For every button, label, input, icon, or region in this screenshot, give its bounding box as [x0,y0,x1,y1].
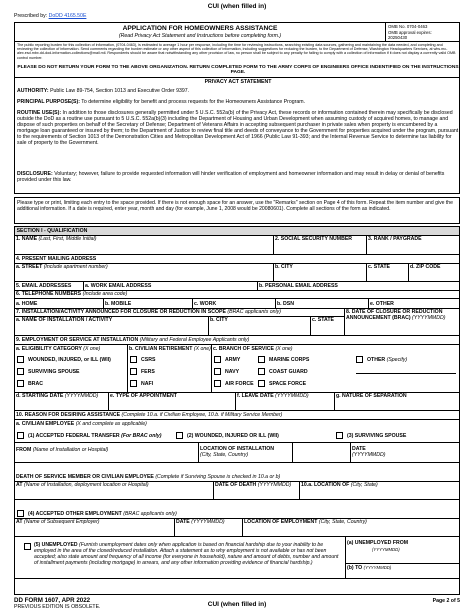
transfer-location-input[interactable] [294,445,349,460]
name-label [16,236,96,242]
closure-date-label [346,309,458,321]
disclosure-label: DISCLOSURE: [17,171,53,177]
eligibility-brac-checkbox[interactable] [17,380,24,387]
instructions-text: Please type or print, limiting each entry to the space provided. If there is not enough space for an answer, use the "Remarks" section on Page 4 of this form. Repeat the item number and give the additional information. If a date is required, enter year, month and day (for example, June 1, 2008 would be 20080601). Complete all sections of the form as indicated. [17,200,453,213]
installation-label [16,309,281,315]
leave-date-text: f. LEAVE DATE [237,393,274,399]
prescribed-label: Prescribed by: [14,13,48,19]
eligibility-wii-checkbox[interactable] [17,356,24,363]
street-hint: (Include apartment number) [43,264,108,270]
form-title: APPLICATION FOR HOMEOWNERS ASSISTANCE [122,25,278,32]
employment-label [16,337,249,343]
transfer-date-hint: (YYYYMMDD) [352,452,386,458]
installation-state-input[interactable] [312,324,343,333]
employment-date-input[interactable] [176,526,240,535]
form-id: DD FORM 1607, APR 2022 [14,597,91,604]
purpose-label: PRINCIPAL PURPOSE(S): [17,99,80,105]
street-input[interactable] [16,271,271,280]
divider [292,442,293,462]
unemployed-paragraph [34,542,342,566]
authority-para [17,88,459,94]
other-phone-input[interactable] [392,300,458,307]
divider [83,281,84,290]
divider [385,23,386,42]
navy-label: NAVY [225,369,240,375]
employer-at-text: AT [16,519,23,525]
installation-name-label: a. NAME OF INSTALLATION / ACTIVITY [16,317,113,323]
city-input[interactable] [275,271,365,280]
death-at-label [16,482,149,488]
nafi-label: NAFI [141,381,154,387]
section-1-heading: SECTION I - QUALIFICATION [15,227,460,235]
other-branch-hint: (Specify) [386,357,408,363]
other-branch-text: OTHER [367,357,386,363]
street-label [16,264,108,270]
divider [366,263,367,281]
marine-corps-label: MARINE CORPS [269,357,310,363]
retirement-label-text: b. CIVILIAN RETIREMENT [129,346,193,352]
civilian-employee-label [16,421,147,427]
employment-date-hint: (YYYYMMDD) [191,519,225,525]
work-phone-input[interactable] [215,300,273,307]
employment-location-label [244,519,367,525]
home-phone-label: a. HOME [16,301,38,307]
cui-marking-bottom: CUI (when filled in) [207,601,267,608]
closure-date-label-text: 8. DATE OF CLOSURE OR REDUCTION ANNOUNCEMENT (BRAC) [346,309,443,321]
federal-transfer-hint: (For BRAC only) [121,433,162,439]
eligibility-hint: (X one) [83,346,101,352]
divider [366,235,367,254]
burden-statement: The public reporting burden for this collection of information, (0704-0463), is estimated to average 1 hour per response, including the time for reviewing instructions, searching existing data sources, gathering and maintaining the data needed, and completing and reviewing the collection of information. Send comments regarding the burden estimate or any other aspect of this collection of information, including suggestions for reducing the burden, to the Department of Defense, Washington Headquarters Services, at whs.mc-alex.esd.mbx.dd-dod-information-collections@mail.mil. Respondents should be aware that notwithstanding any other provision of law, no person shall be subject to any penalty for failing to comply with a collection of information if it does not display a currently valid OMB control number. [17,43,456,60]
air-force-label: AIR FORCE [225,381,254,387]
divider [174,518,175,536]
rank-label: 3. RANK / PAYGRADE [368,236,422,242]
form-subtitle: (Read Privacy Act Statement and Instructions before completing form.) [118,33,282,39]
email-label: 5. EMAIL ADDRESSES [16,283,72,289]
eligibility-spouse-label: SURVIVING SPOUSE [28,369,80,375]
divider [408,263,409,281]
leave-date-label [237,393,309,399]
unemployed-text: (Furnish unemployment dates only when application is based on financial hardship due to your inability to be employed in the area of the closed/reduced installation. Attach a statement as to why employment is not available or has not been accepted; also state amount and frequency of all income (for everyone in household), nature and amount of debts, number and amount of installment payments (including mortgage) in arrears, and any other information providing evidence of financial hardship.) [34,542,339,567]
employment-location-text: LOCATION OF EMPLOYMENT [244,519,318,525]
rule [14,298,460,299]
unemployed-from-label: (a) UNEMPLOYED FROM [347,540,409,546]
privacy-heading: PRIVACY ACT STATEMENT [204,79,272,85]
other-employment-checkbox[interactable] [17,510,24,517]
name-label-text: 1. NAME [16,236,38,242]
navy-checkbox[interactable] [214,368,221,375]
death-at-text: AT [16,482,23,488]
leave-date-input[interactable] [237,400,332,409]
employment-hint: (Military and Federal Employee Applicants only) [139,337,250,343]
date-of-death-text: DATE OF DEATH [215,482,257,488]
rule [14,499,460,500]
death-location-label [301,482,378,488]
name-input[interactable] [16,243,271,252]
rule [345,563,460,564]
wii-checkbox[interactable] [176,432,183,439]
employment-location-hint: (City, State, Country) [318,519,367,525]
zip-input[interactable] [410,271,458,280]
closure-date-hint: (YYYYMMDD) [412,315,446,321]
omb-expires-value: 20250430 [388,35,408,40]
ssn-input[interactable] [275,243,365,252]
name-hint: (Last, First, Middle Initial) [38,236,97,242]
divider [257,281,258,290]
space-force-checkbox[interactable] [258,380,265,387]
employer-input[interactable] [16,526,172,535]
rule [14,419,460,420]
unemployed-from-hint: (YYYYMMDD) [372,547,400,552]
divider [345,536,346,578]
csrs-checkbox[interactable] [130,356,137,363]
purpose-para [17,99,459,105]
routine-use-para [17,110,459,146]
starting-date-label [16,393,98,399]
retirement-hint: (X one) [193,346,211,352]
federal-transfer-text: (1) ACCEPTED FEDERAL TRANSFER [28,433,120,439]
telephone-label-text: 6. TELEPHONE NUMBERS [16,291,82,297]
page-number: Page 2 of 5 [432,598,460,604]
transfer-location-hint: (City, State, Country) [200,452,249,458]
rule [14,462,460,463]
divider [368,298,369,308]
disclosure-text: Voluntary; however, failure to provide requested information will hinder verification of employment and homeowner information and may result in delay or denial of benefits provided under this law. [17,171,445,183]
other-employment-hint: (BRAC applicants only) [123,511,177,517]
state-input[interactable] [368,271,406,280]
cui-marking-top: CUI (when filled in) [207,3,267,10]
unemployed-from-input[interactable] [347,553,458,561]
divider [127,344,128,392]
civilian-employee-hint: (X and complete as applicable) [75,421,147,427]
disclosure-para [17,171,459,183]
retirement-label [129,346,211,352]
telephone-hint: (Include area code) [82,291,128,297]
appointment-type-input[interactable] [110,400,233,409]
surviving-spouse-checkbox[interactable] [336,432,343,439]
federal-transfer-label [28,433,161,439]
transfer-date-label [352,446,452,458]
other-branch-line [356,373,456,374]
marine-corps-checkbox[interactable] [258,356,265,363]
telephone-label [16,291,127,297]
other-employment-label [28,511,177,517]
employment-date-text: DATE [176,519,190,525]
divider [275,298,276,308]
starting-date-input[interactable] [16,400,106,409]
leave-date-hint: (YYYYMMDD) [275,393,309,399]
divider [211,344,212,392]
rule [14,254,460,255]
personal-email-label: b. PERSONAL EMAIL ADDRESS [259,283,338,289]
separation-input[interactable] [336,400,458,409]
personal-email-input[interactable] [355,282,458,289]
unemployed-label: (5) UNEMPLOYED [34,542,78,548]
date-of-death-label [215,482,291,488]
divider [344,308,345,335]
other-phone-label: e. OTHER [370,301,394,307]
rule [14,410,460,411]
dsn-input[interactable] [296,300,366,307]
reason-label-text: 10. REASON FOR DESIRING ASSISTANCE [16,412,121,418]
work-phone-label: c. WORK [194,301,217,307]
privacy-act-box [14,78,460,194]
eligibility-label-text: a. ELIGIBILITY CATEGORY [16,346,82,352]
divider [350,442,351,462]
divider [299,481,300,499]
divider [235,392,236,410]
ssn-label: 2. SOCIAL SECURITY NUMBER [275,236,353,242]
eligibility-wii-label: WOUNDED, INJURED, or ILL (WII) [28,357,111,363]
date-of-death-hint: (YYYYMMDD) [257,482,292,488]
death-location-input[interactable] [301,489,458,498]
work-email-input[interactable] [163,282,255,289]
coast-guard-label: COAST GUARD [269,369,308,375]
employment-location-input[interactable] [244,526,458,535]
appointment-type-label: e. TYPE OF APPOINTMENT [110,393,177,399]
form-title-box [14,22,460,42]
rule [14,578,460,579]
rule [14,344,460,345]
divider [103,298,104,308]
employment-date-label [176,519,225,525]
space-force-label: SPACE FORCE [269,381,307,387]
nafi-checkbox[interactable] [130,380,137,387]
installation-name-input[interactable] [16,324,206,333]
death-at-hint: (Name of Installation, deployment location or Hospital) [23,482,149,488]
zip-label: d. ZIP CODE [410,264,441,270]
csrs-label: CSRS [141,357,156,363]
from-label-text: FROM [16,447,32,453]
death-at-input[interactable] [16,489,211,498]
installation-city-input[interactable] [210,324,308,333]
employment-label-text: 9. EMPLOYMENT OR SERVICE AT INSTALLATION [16,337,139,343]
purpose-text: To determine eligibility for benefit and process requests for the Homeowners Assistance Program. [81,99,306,105]
eligibility-label [16,346,100,352]
rule [14,335,460,336]
installation-city-label: b. CITY [210,317,228,323]
prescribed-by [14,13,86,19]
rule [14,536,460,537]
surviving-spouse-label: (3) SURVIVING SPOUSE [347,433,407,439]
starting-date-hint: (YYYYMMDD) [64,393,99,399]
branch-hint: (X one) [275,346,293,352]
death-location-hint: (City, State) [350,482,378,488]
routine-label: ROUTINE USE(S): [17,110,62,116]
death-location-text: 10.a. LOCATION OF [301,482,350,488]
home-phone-input[interactable] [36,300,101,307]
starting-date-text: d. STARTING DATE [16,393,64,399]
transfer-date-text: DATE [352,446,366,452]
coast-guard-checkbox[interactable] [258,368,265,375]
divider [192,298,193,308]
street-label-text: a. STREET [16,264,43,270]
death-label-text: DEATH OF SERVICE MEMBER OR CIVILIAN EMPLOYEE [16,474,154,480]
return-warning: PLEASE DO NOT RETURN YOUR FORM TO THE ABOVE ORGANIZATION. RETURN COMPLETED FORM TO THE ARMY CORPS OF ENGINEERS OFFICE INDENTIFIED ON THE INSTRUCTIONS PAGE. [17,64,459,76]
routine-text: In addition to those disclosures generally permitted under 5 U.S.C. 552a(b) of the Privacy Act, these records or information contained therein may specifically be disclosed outside the DoD as a routine use pursuant to 5 U.S.C. 552a(b)(3) including the Department of Housing and Urban Development when assuming custody of acquired homes, to manage and dispose of such properties on behalf of the Secretary of Defense; Department of Veterans Affairs in accepting subsequent purchaser in private sales when property is encumbered by a mortgage loan guaranteed or insured by them; to the Department of Justice to review final title and deeds of conveyance to the Government for properties acquired under the program, pursuant to the requirements of Section 1013 of the Demonstration Cities and Metropolitan Development Act of 1966 (Public Law 91-393; and the Internal Revenue Service to determine tax liability for sale of property to the Government. [17,110,459,146]
other-branch-label [367,357,407,363]
burden-box [14,42,460,78]
federal-transfer-checkbox[interactable] [17,432,24,439]
divider [273,235,274,254]
death-label [16,474,280,480]
obsolete-notice: PREVIOUS EDITION IS OBSOLETE. [14,604,101,610]
city-label: b. CITY [275,264,293,270]
closure-date-input[interactable] [346,328,458,334]
dsn-label: b. DSN [277,301,295,307]
reason-label [16,412,282,418]
transfer-location-label [200,446,290,458]
omb-number: OMB No. 0704-0463 [388,24,428,29]
mailing-address-label: 4. PRESENT MAILING ADDRESS [16,256,97,262]
divider [208,316,209,335]
employer-at-hint: (Name of Subsequent Employer) [23,519,100,525]
unemployed-to-text: (b) TO [347,565,363,571]
separation-label: g. NATURE OF SEPARATION [336,393,407,399]
divider [213,481,214,499]
employer-at-label [16,519,100,525]
unemployed-to-hint: (YYYYMMDD) [363,565,392,570]
state-label: c. STATE [368,264,390,270]
fers-label: FERS [141,369,155,375]
authority-label: AUTHORITY: [17,88,49,94]
army-checkbox[interactable] [214,356,221,363]
reason-hint: (Complete 10.a. if Civilian Employee, 10.b. if Military Service Member) [121,412,283,418]
civilian-employee-text: a. CIVILIAN EMPLOYEE [16,421,75,427]
divider [334,392,335,410]
army-label: ARMY [225,357,241,363]
installation-label-text: 7. INSTALLATION/ACTIVITY ANNOUNCED FOR CLOSURE OR REDUCTION IN SCOPE [16,309,226,315]
date-of-death-input[interactable] [215,489,297,498]
rule [14,442,460,443]
eligibility-spouse-checkbox[interactable] [17,368,24,375]
divider [198,442,199,462]
instructions-box [14,197,460,224]
directive-link[interactable]: DoDD 4165.50E [48,13,87,19]
divider [273,263,274,281]
other-employment-text: (4) ACCEPTED OTHER EMPLOYMENT [28,511,122,517]
death-hint: (Complete if Surviving Spouse is checked in 10.a or b) [155,474,281,480]
divider [310,316,311,335]
from-hint: (Name of Installation or Hospital) [32,447,109,453]
unemployed-checkbox[interactable] [24,543,31,550]
installation-hint: (BRAC applicants only) [227,309,282,315]
work-email-label: a. WORK EMAIL ADDRESS [85,283,152,289]
branch-label-text: c. BRANCH OF SERVICE [213,346,275,352]
other-branch-input[interactable] [356,375,456,385]
divider [108,392,109,410]
from-label [16,447,108,453]
omb-expires-label: OMB approval expires: [388,29,432,35]
eligibility-brac-label: BRAC [28,381,43,387]
air-force-checkbox[interactable] [214,380,221,387]
fers-checkbox[interactable] [130,368,137,375]
divider [242,518,243,536]
mobile-phone-input[interactable] [130,300,190,307]
authority-text: Public Law 89-754, Section 1013 and Executive Order 9397. [50,88,190,94]
installation-state-label: c. STATE [312,317,334,323]
from-input[interactable] [16,454,196,459]
rank-input[interactable] [368,243,458,252]
branch-label [213,346,292,352]
unemployed-to-input[interactable] [347,571,458,577]
other-branch-checkbox[interactable] [356,356,363,363]
mobile-phone-label: b. MOBILE [105,301,132,307]
transfer-location-text: LOCATION OF INSTALLATION [200,446,275,452]
wii-label: (2) WOUNDED, INJURED OR ILL (WII) [187,433,279,439]
